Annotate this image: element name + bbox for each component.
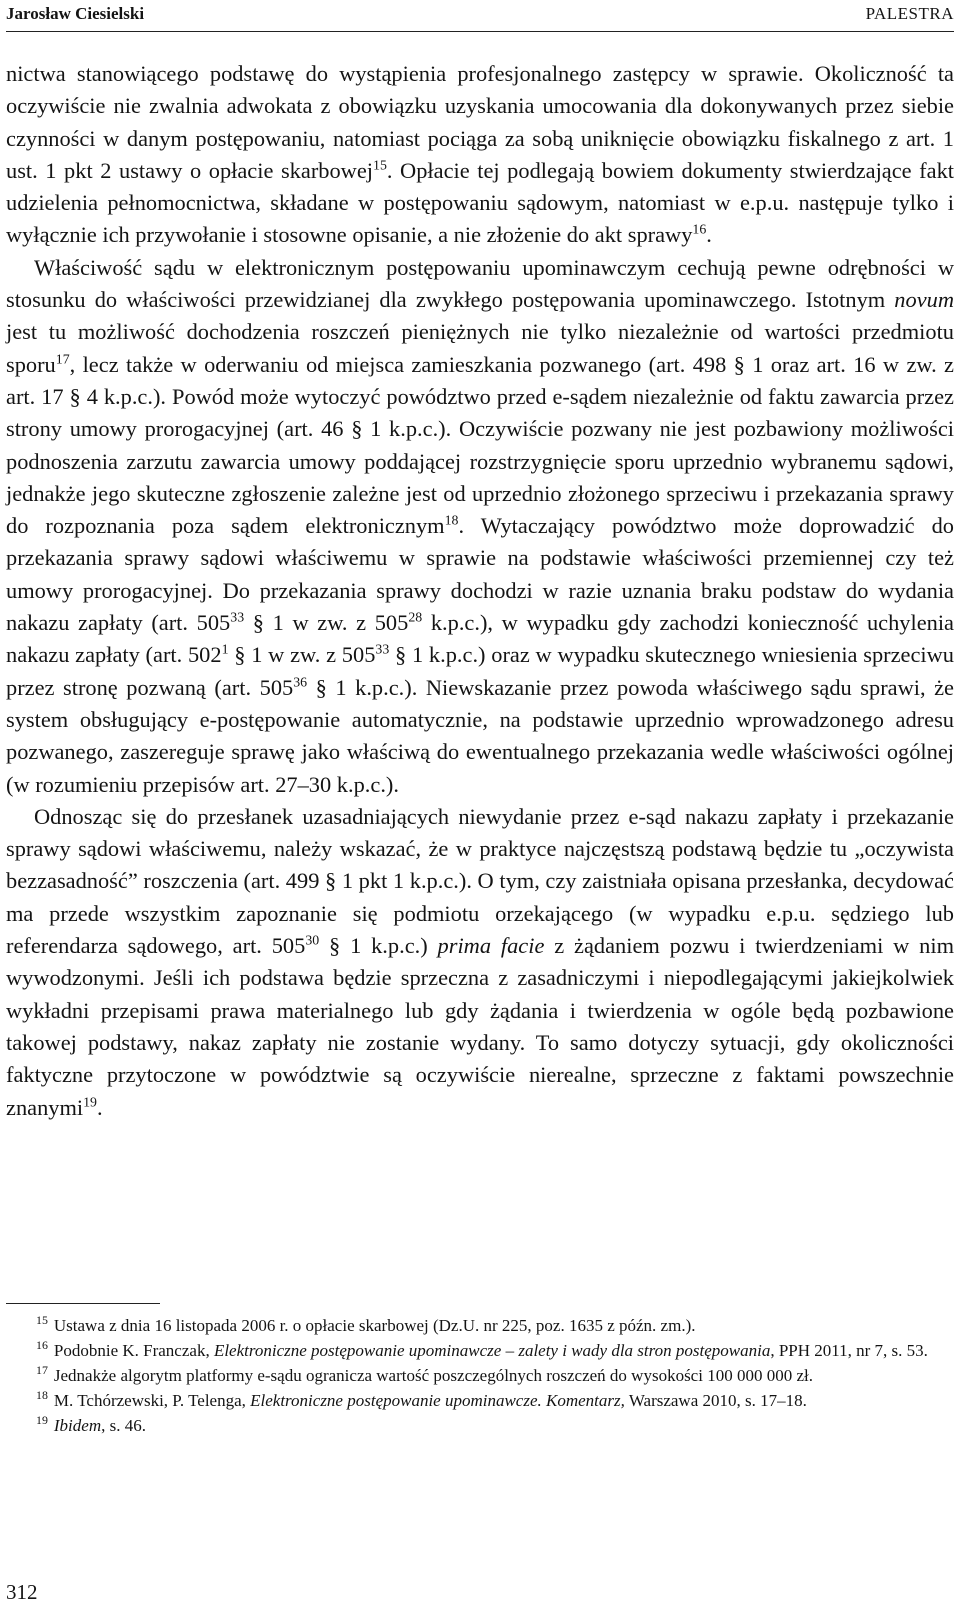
italic-title: Ibidem	[53, 1416, 102, 1435]
footnote-18	[6, 1388, 954, 1413]
text-run: Jednakże algorytm platformy e-sądu ogranicza wartość poszczególnych roszczeń do wysokości 100 000 000 zł.	[53, 1366, 813, 1385]
paragraph-3	[6, 801, 954, 1124]
header-rule	[6, 31, 954, 32]
superscript: 30	[305, 933, 320, 949]
text-run: .	[96, 1094, 103, 1120]
footnote-16	[6, 1338, 954, 1363]
running-header	[6, 2, 954, 28]
footnotes	[6, 1313, 954, 1438]
paragraph-2	[6, 252, 954, 801]
italic-title: Elektroniczne postępowanie upominawcze – zalety i wady dla stron postępowania	[213, 1341, 771, 1360]
footnote-ref-19[interactable]: 19	[83, 1094, 97, 1110]
text-run: jest tu możliwość dochodzenia roszczeń pieniężnych nie tylko niezależnie od wartości przedmiotu sporu	[6, 319, 954, 377]
italic-term: prima facie	[437, 933, 545, 959]
footnote-number: 18	[36, 1388, 48, 1403]
text-run: § 1 w zw. z 505	[244, 610, 409, 636]
superscript: 36	[293, 675, 308, 691]
footnote-ref-16[interactable]: 16	[692, 222, 707, 238]
footnote-ref-18[interactable]: 18	[444, 513, 459, 529]
text-run: , lecz także w oderwaniu od miejsca zamieszkania pozwanego (art. 498 § 1 oraz art. 16 w zw. z art. 17 § 4 k.p.c.). Powód może wytoczyć powództwo przed e-sądem niezależnie od faktu zawarcia przez strony umowy prorogacyjnej (art. 46 § 1 k.p.c.). Oczywiście pozwany nie jest pozbawiony możliwości podnoszenia zarzutu zawarcia umowy poddającej rozstrzygnięcie sporu uprzednio wybranemu sądowi, jednakże jego skuteczne zgłoszenie zależne jest od uprzednio złożonego sprzeciwu i przekazania sprawy do rozpoznania poza sądem elektronicznym	[6, 351, 954, 539]
header-author: Jarosław Ciesielski	[6, 4, 145, 23]
text-run: k.p.c.), w wypadku gdy zachodzi konieczność uchylenia nakazu zapłaty (art. 502	[6, 610, 954, 668]
text-run: § 1 k.p.c.)	[319, 933, 438, 959]
footnote-number: 15	[36, 1313, 48, 1328]
superscript: 1	[221, 642, 229, 658]
text-run: nictwa stanowiącego podstawę do wystąpienia profesjonalnego zastępcy w sprawie. Okoliczność ta oczywiście nie zwalnia adwokata z obowiązku uzyskania umocowania dla dokonywanych przez siebie czynności w danym postępowaniu, natomiast pociąga za sobą uniknięcie obowiązku fiskalnego z art. 1 ust. 1 pkt 2 ustawy o opłacie skarbowej	[6, 61, 954, 183]
header-journal: PALESTRA	[865, 4, 954, 23]
superscript: 28	[408, 610, 423, 626]
text-run: , PPH 2011, nr 7, s. 53.	[770, 1341, 928, 1360]
footnote-ref-17[interactable]: 17	[55, 352, 70, 368]
footnote-number: 19	[36, 1413, 48, 1428]
footnote-number: 16	[36, 1338, 48, 1353]
footnote-ref-15[interactable]: 15	[373, 158, 387, 174]
italic-title: Elektroniczne postępowanie upominawcze. Komentarz,	[250, 1391, 625, 1410]
text-run: . Wytaczający powództwo może doprowadzić do przekazania sprawy sądowi właściwemu w sprawie na podstawie właściwości przemiennej czy też umowy prorogacyjnej. Do przekazania sprawy dochodzi w razie uznania braku podstaw do wydania nakazu zapłaty (art. 505	[6, 513, 955, 636]
text-run: Warszawa 2010, s. 17–18.	[624, 1391, 807, 1410]
footnote-number: 17	[36, 1363, 48, 1378]
text-run: , s. 46.	[101, 1416, 146, 1435]
text-run: M. Tchórzewski, P. Telenga,	[53, 1391, 251, 1410]
text-run: z żądaniem pozwu i twierdzeniami w nim wywodzonymi. Jeśli ich podstawa będzie sprzeczna z zasadniczymi i niepodlegającymi jakiejkolwiek wykładni przepisami prawa materialnego lub gdy żądania i twierdzenia w ogóle będą pozbawione takowej podstawy, nakaz zapłaty nie zostanie wydany. To samo dotyczy sytuacji, gdy okoliczności faktyczne przytoczone w powództwie są oczywiście nierealne, sprzeczne z faktami powszechnie znanymi	[6, 933, 954, 1120]
main-text	[6, 58, 954, 1124]
superscript: 33	[375, 642, 390, 658]
text-run: Ustawa z dnia 16 listopada 2006 r. o opłacie skarbowej (Dz.U. nr 225, poz. 1635 z późn. zm.).	[53, 1316, 696, 1335]
text-run: .	[706, 222, 712, 248]
text-run: Odnosząc się do przesłanek uzasadniających niewydanie przez e-sąd nakazu zapłaty i przekazanie sprawy sądowi właściwemu, należy wskazać, że w praktyce najczęstszą podstawą będzie tu „oczywista bezzasadność” roszczenia (art. 499 § 1 pkt 1 k.p.c.). O tym, czy zaistniała opisana przesłanka, decydować ma przede wszystkim zapoznanie się podmiotu orzekającego (w wypadku e.p.u. sędziego lub referendarza sądowego, art. 505	[6, 803, 954, 959]
italic-term: novum	[894, 287, 954, 313]
footnote-15	[6, 1313, 954, 1338]
paragraph-1	[6, 58, 954, 252]
footnote-19	[6, 1413, 954, 1438]
text-run: . Opłacie tej podlegają bowiem dokumenty stwierdzające fakt udzielenia pełnomocnictwa, składane w postępowaniu sądowym, natomiast w e.p.u. następuje tylko i wyłącznie ich przywołanie i stosowne opisanie, a nie złożenie do akt sprawy	[6, 157, 954, 248]
footnote-separator	[6, 1303, 160, 1304]
text-run: § 1 k.p.c.). Niewskazanie przez powoda właściwego sądu sprawi, że system obsługujący e-postępowanie automatycznie, na podstawie uprzednio wprowadzonego adresu pozwanego, zaszereguje sprawę jako właściwą do ewentualnego przekazania wedle właściwości ogólnej (w rozumieniu przepisów art. 27–30 k.p.c.).	[6, 674, 954, 797]
text-run: § 1 w zw. z 505	[228, 642, 376, 668]
text-run: § 1 k.p.c.) oraz w wypadku skutecznego wniesienia sprzeciwu przez stronę pozwaną (art. 505	[6, 642, 954, 700]
text-run: Właściwość sądu w elektronicznym postępowaniu upominawczym cechują pewne odrębności w stosunku do właściwości przewidzianej dla zwykłego postępowania upominawczego. Istotnym	[6, 254, 954, 313]
text-run: Podobnie K. Franczak,	[53, 1341, 214, 1360]
footnote-17	[6, 1363, 954, 1388]
superscript: 33	[230, 610, 245, 626]
page-number: 312	[6, 1580, 38, 1604]
